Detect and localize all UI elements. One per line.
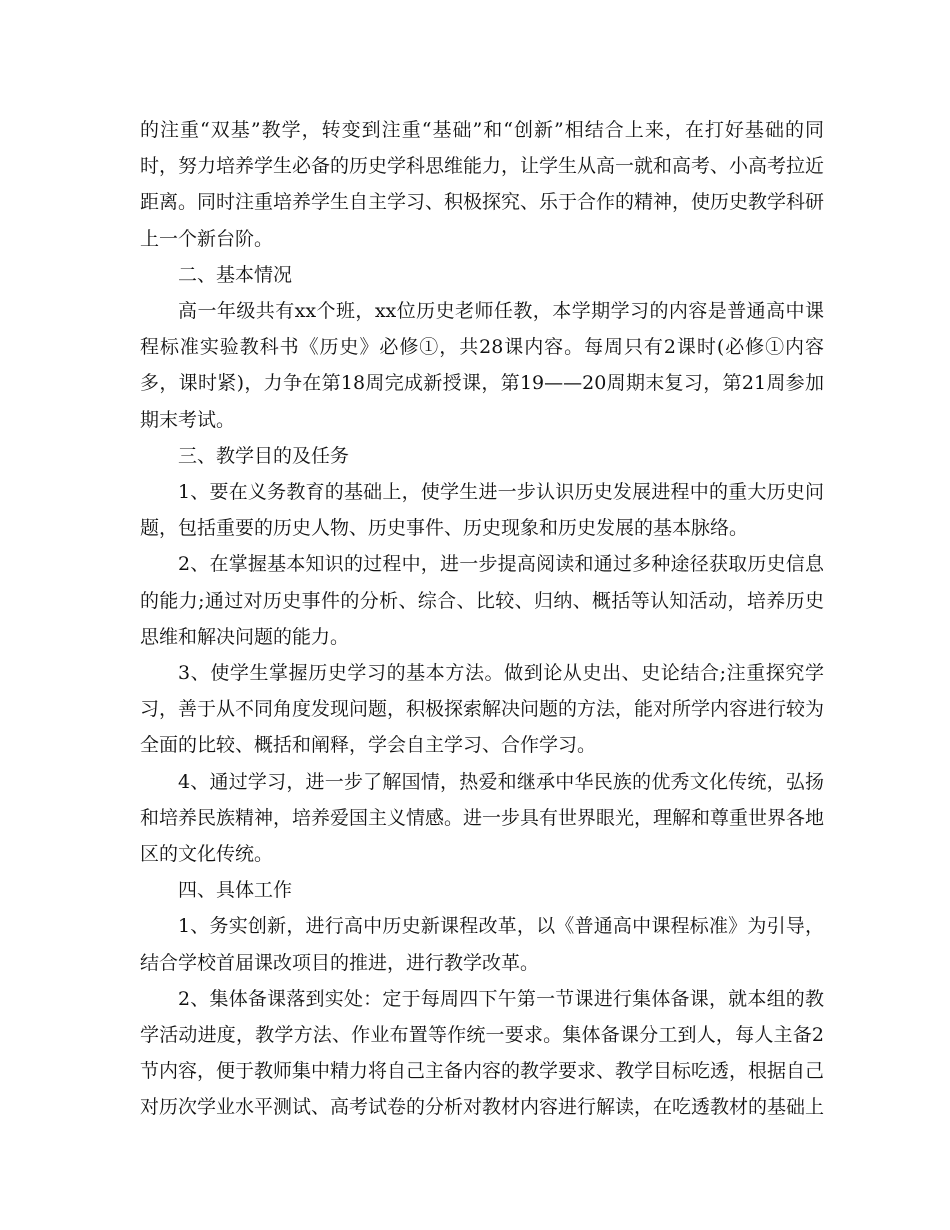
section-heading-basic-situation: 二、基本情况 <box>178 263 293 286</box>
paragraph-goal-3: 3、使学生掌握历史学习的基本方法。做到论从史出、史论结合;注重探究学习，善于从不同角度发现问题，积极探索解决问题的方法，能对所学内容进行较为全面的比较、概括和阐释，学会自主学习、合作学习。 <box>140 662 825 757</box>
paragraph-work-1: 1、务实创新，进行高中历史新课程改革，以《普通高中课程标准》为引导，结合学校首届课改项目的推进，进行教学改革。 <box>140 915 824 974</box>
paragraph-intro-continued: 的注重“双基”教学，转变到注重“基础”和“创新”相结合上来，在打好基础的同时，努力培养学生必备的历史学科思维能力，让学生从高一就和高考、小高考拉近距离。同时注重培养学生自主学习、积极探究、乐于合作的精神，使历史教学科研上一个新台阶。 <box>140 119 825 250</box>
paragraph-goal-1: 1、要在义务教育的基础上，使学生进一步认识历史发展进程中的重大历史问题，包括重要的历史人物、历史事件、历史现象和历史发展的基本脉络。 <box>140 481 824 540</box>
document-body <box>140 112 824 1126</box>
section-heading-specific-work: 四、具体工作 <box>178 879 293 902</box>
paragraph-goal-2: 2、在掌握基本知识的过程中，进一步提高阅读和通过多种途径获取历史信息的能力;通过对历史事件的分析、综合、比较、归纳、概括等认知活动，培养历史思维和解决问题的能力。 <box>140 553 824 648</box>
section-heading-teaching-goals: 三、教学目的及任务 <box>178 444 350 467</box>
paragraph-work-2: 2、集体备课落到实处：定于每周四下午第一节课进行集体备课，就本组的教学活动进度，教学方法、作业布置等作统一要求。集体备课分工到人，每人主备2节内容，便于教师集中精力将自己主备内容的教学要求、教学目标吃透，根据自己对历次学业水平测试、高考试卷的分析对教材内容进行解读，在吃透教材的基础上 <box>140 987 825 1119</box>
paragraph-goal-4: 4、通过学习，进一步了解国情，热爱和继承中华民族的优秀文化传统，弘扬和培养民族精神，培养爱国主义情感。进一步具有世界眼光，理解和尊重世界各地区的文化传统。 <box>140 770 825 866</box>
paragraph-basic-situation: 高一年级共有xx个班，xx位历史老师任教，本学期学习的内容是普通高中课程标准实验教科书《历史》必修①，共28课内容。每周只有2课时(必修①内容多，课时紧)，力争在第18周完成新授课，第19——20周期末复习，第21周参加期末考试。 <box>140 300 824 431</box>
